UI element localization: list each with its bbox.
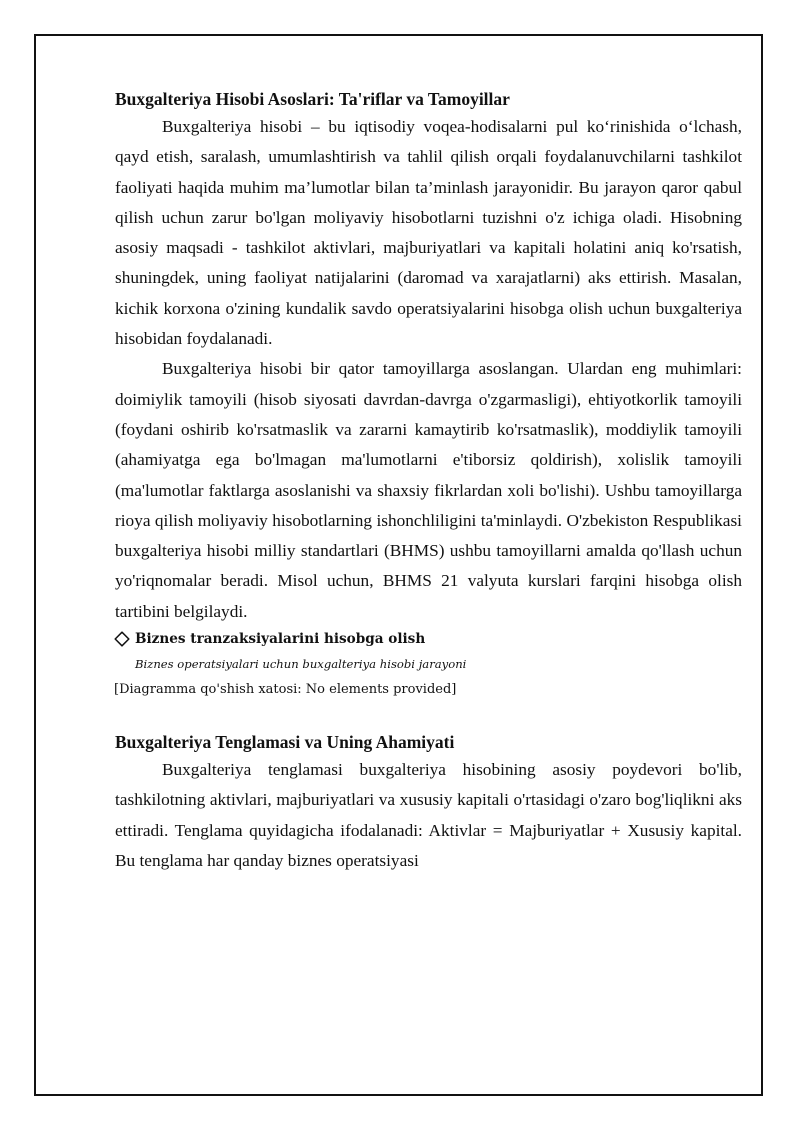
diagram-subtitle: Biznes operatsiyalari uchun buxgalteriya hisobi jarayoni — [135, 657, 467, 672]
diagram-error-message: [Diagramma qo'shish xatosi: No elements provided] — [114, 682, 457, 698]
tag-icon — [113, 630, 131, 648]
paragraph-definition: Buxgalteriya hisobi – bu iqtisodiy voqea-hodisalarni pul ko‘rinishida o‘lchash, qayd etish, saralash, umumlashtirish va tahlil qilish orqali foydalanuvchilarni tashkilot faoliyati haqida muhim ma’lumotlar bilan ta’minlash jarayonidir. Bu jarayon qaror qabul qilish uchun zarur bo'lgan moliyaviy hisobotlarni tuzishni o'z ichiga oladi. Hisobning asosiy maqsadi - tashkilot aktivlari, majburiyatlari va kapitali holatini aniq ko'rsatish, shuningdek, uning faoliyat natijalarini (daromad va xarajatlarni) aks ettirish. Masalan, kichik korxona o'zining kundalik savdo operatsiyalarini hisobga olish uchun buxgalteriya hisobidan foydalanadi. — [115, 117, 742, 349]
document-body — [115, 86, 742, 876]
diagram-placeholder — [115, 627, 742, 701]
diagram-title-row — [113, 627, 742, 651]
section-heading-basics: Buxgalteriya Hisobi Asoslari: Ta'riflar va Tamoyillar — [115, 89, 510, 109]
diagram-title: Biznes tranzaksiyalarini hisobga olish — [135, 631, 426, 648]
paragraph-equation: Buxgalteriya tenglamasi buxgalteriya hisobining asosiy poydevori bo'lib, tashkilotning aktivlari, majburiyatlari va xususiy kapitali o'rtasidagi o'zaro bog'liqlikni aks ettiradi. Tenglama quyidagicha ifodalanadi: Aktivlar = Majburiyatlar + Xususiy kapital. Bu tenglama har qanday biznes operatsiyasi — [115, 760, 742, 870]
section-heading-equation: Buxgalteriya Tenglamasi va Uning Ahamiyati — [115, 732, 455, 753]
paragraph-principles: Buxgalteriya hisobi bir qator tamoyillarga asoslangan. Ulardan eng muhimlari: doimiylik tamoyili (hisob siyosati davrdan-davrga o'zgarmasligi), ehtiyotkorlik tamoyili (foydani oshirib ko'rsatmaslik va zararni kamaytirib ko'rsatmaslik), moddiylik tamoyili (ahamiyatga ega bo'lmagan ma'lumotlarni e'tiborsiz qoldirish), xolislik tamoyili (ma'lumotlar faktlarga asoslanishi va shaxsiy fikrlardan xoli bo'lishi). Ushbu tamoyillarga rioya qilish moliyaviy hisobotlarning ishonchliligini ta'minlaydi. O'zbekiston Respublikasi buxgalteriya hisobi milliy standartlari (BHMS) ushbu tamoyillarni amalda qo'llash uchun yo'riqnomalar beradi. Misol uchun, BHMS 21 valyuta kurslari farqini hisobga olish tartibini belgilaydi. — [115, 359, 742, 621]
